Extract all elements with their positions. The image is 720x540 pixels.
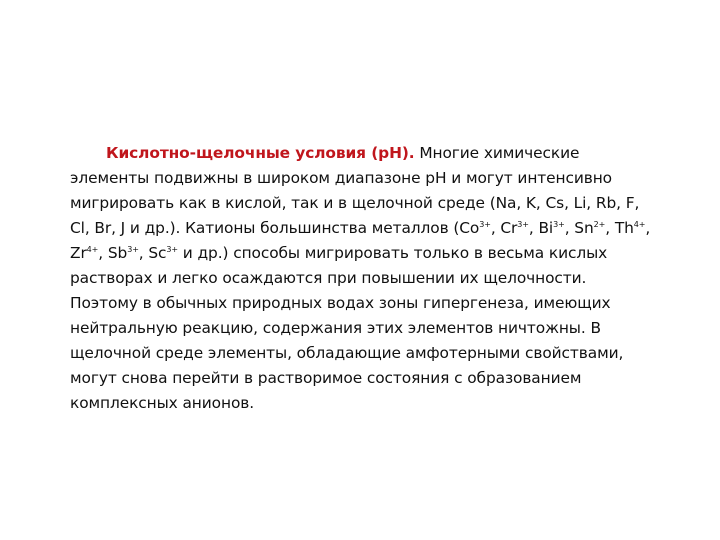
text-segment: и др.) способы мигрировать только в весьма кислых [178,244,608,262]
charge-superscript: 3+ [517,220,529,229]
text-segment: Многие химические [414,144,580,162]
text-line-3: мигрировать как в кислой, так и в щелочной среде (Na, K, Cs, Li, Rb, F, [70,194,640,212]
text-line-7: Поэтому в обычных природных водах зоны гипергенеза, имеющих [70,294,611,312]
text-line-10: могут снова перейти в растворимое состояния с образованием [70,369,582,387]
text-line-4 [70,216,670,241]
charge-superscript: 2+ [593,220,606,229]
text-segment: , Sc [138,244,167,262]
text-line-2: элементы подвижны в широком диапазоне pH и могут интенсивно [70,169,612,187]
charge-superscript: 4+ [633,220,646,229]
text-segment: , Sb [98,244,128,262]
paragraph-heading: Кислотно-щелочные условия (pH). [106,144,415,162]
text-segment: Zr [70,244,87,262]
text-line-9: щелочной среде элементы, обладающие амфотерными свойствами, [70,344,624,362]
paragraph-text-block [70,141,670,416]
charge-superscript: 3+ [479,220,491,229]
text-line-8: нейтральную реакцию, содержания этих элементов ничтожны. В [70,319,601,337]
charge-superscript: 3+ [553,220,565,229]
text-segment: , Th [605,219,634,237]
text-line-11: комплексных анионов. [70,394,255,412]
text-segment: Cl, Br, J и др.). Катионы большинства металлов (Co [70,219,480,237]
charge-superscript: 3+ [166,245,179,254]
text-line-5 [70,241,670,266]
text-segment: , Cr [490,219,518,237]
text-segment: , [645,219,651,237]
charge-superscript: 3+ [127,245,139,254]
text-segment: , Sn [564,219,594,237]
text-line-6: растворах и легко осаждаются при повышении их щелочности. [70,269,587,287]
charge-superscript: 4+ [86,245,99,254]
text-segment: , Bi [528,219,554,237]
text-line-1 [70,141,670,166]
